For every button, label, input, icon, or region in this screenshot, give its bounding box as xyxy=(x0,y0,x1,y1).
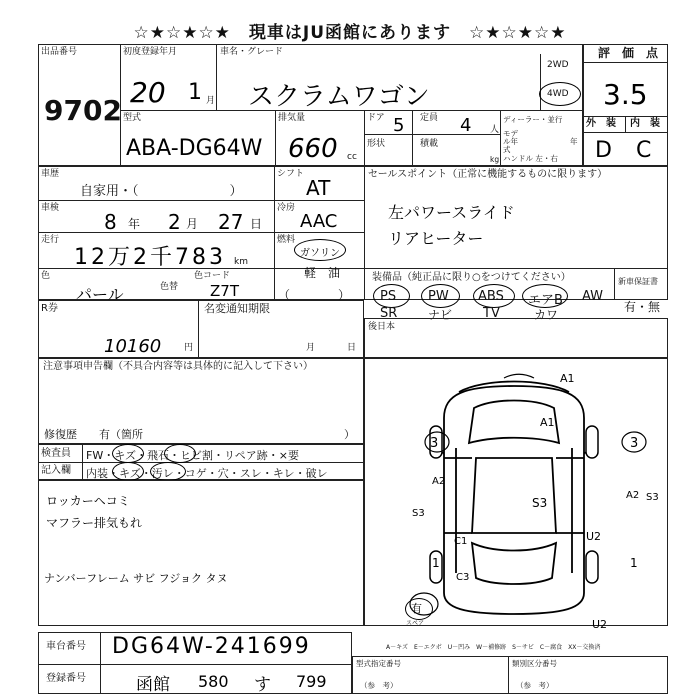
shape-label: 形状 xyxy=(367,139,386,149)
ins-day-value: 27 xyxy=(218,210,244,234)
inspection-label: 車検 xyxy=(41,203,60,213)
rear-block xyxy=(364,318,668,358)
equip-aw: AW xyxy=(582,289,604,304)
equip-airbag: エアB xyxy=(528,293,563,308)
displacement-label: 排気量 xyxy=(278,113,306,123)
plate-kana: す xyxy=(254,675,271,695)
spec-no-label: 型式指定番号 xyxy=(356,659,401,668)
recycle-block xyxy=(38,300,364,358)
color-label: 色 xyxy=(41,271,51,281)
history-label: 車歴 xyxy=(41,169,60,179)
mark-a2-right: A2 xyxy=(626,490,640,501)
mark-a1-top: A1 xyxy=(560,372,575,385)
car-diagram xyxy=(364,358,668,626)
first-reg-label: 初度登録年月 xyxy=(123,47,178,57)
notice-month: 月 xyxy=(306,343,316,353)
yen-label: 円 xyxy=(184,343,194,353)
notice-period-label: 名変通知期限 xyxy=(204,302,270,315)
capacity-label: 定員 xyxy=(420,113,439,123)
sales-point-2: リアヒーター xyxy=(388,229,484,248)
mark-c1: C1 xyxy=(454,536,468,547)
capacity-value: 4 xyxy=(460,115,472,136)
plate-class: 580 xyxy=(198,672,229,691)
model-code: ABA-DG64W xyxy=(126,136,263,161)
steering-label: ハンドル 左・右 xyxy=(503,154,558,163)
equip-tv: TV xyxy=(483,306,500,321)
ins-year-value: 8 xyxy=(104,210,117,234)
equip-ps: PS xyxy=(380,289,397,304)
mark-u2-right: U2 xyxy=(586,530,602,543)
chassis-label: 車台番号 xyxy=(46,641,86,652)
inspector-note-2: マフラー排気もれ xyxy=(46,516,143,530)
repair-label: 修復歴 有（箇所 xyxy=(44,428,143,441)
exterior-label: 外 装 xyxy=(586,118,616,129)
equip-sr: SR xyxy=(380,306,398,321)
cat-no-label: 類別区分番号 xyxy=(512,659,557,668)
mark-s3-right: S3 xyxy=(646,492,659,503)
fuel-circle xyxy=(294,239,346,261)
inspector-col-label: 検査員 xyxy=(41,448,71,459)
ext-check-row: FW・キズ・飛石・ヒビ割・リペア跡・×要 xyxy=(86,449,299,462)
first-reg-year: 20 xyxy=(130,76,166,109)
equip-ps-circle xyxy=(373,284,410,308)
ac-value: AAC xyxy=(300,211,338,232)
score-value: 3.5 xyxy=(603,78,648,111)
equip-abs: ABS xyxy=(478,289,504,304)
recycle-fee: 10160 xyxy=(104,336,162,357)
notice-day: 日 xyxy=(347,343,357,353)
load-label: 積載 xyxy=(420,139,439,149)
fourwd-circle xyxy=(539,82,581,106)
sales-point-1: 左パワースライド xyxy=(388,203,515,222)
mark-c3: C3 xyxy=(456,572,470,583)
lot-no-label: 出品番号 xyxy=(41,47,78,57)
rating-label: 評 価 点 xyxy=(598,46,659,60)
car-name-label: 車名・グレード xyxy=(220,47,284,57)
dealer-label: ディーラー・並行 xyxy=(503,115,563,124)
mark-s3-center: S3 xyxy=(532,496,548,510)
car-name-value: スクラムワゴン xyxy=(248,82,430,112)
kg-label: kg xyxy=(490,155,500,164)
rear-seat-label: 後日本 xyxy=(368,322,396,332)
inspector-note-3: ナンバーフレーム サビ フジョク タヌ xyxy=(44,572,228,585)
lot-number: 9702 xyxy=(44,94,122,127)
plate-region: 函館 xyxy=(136,675,170,695)
km-label: km xyxy=(234,257,248,267)
interior-grade: C xyxy=(636,138,652,163)
interior-label: 内 装 xyxy=(630,118,660,129)
recycle-label: R券 xyxy=(41,303,58,314)
equip-airbag-circle xyxy=(522,284,568,308)
plate-label: 登録番号 xyxy=(46,673,86,684)
fourwd-label: 4WD xyxy=(547,89,569,99)
year-unit-label: 年 xyxy=(570,137,578,146)
displacement-value: 660 xyxy=(288,134,338,164)
doors-label: ドア xyxy=(367,113,385,123)
int-check-row: 内装・キズ・汚レ・コゲ・穴・スレ・キレ・破レ xyxy=(86,467,328,480)
ins-year-unit: 年 xyxy=(128,217,141,231)
ins-day-unit: 日 xyxy=(250,217,263,231)
equip-pw-circle xyxy=(421,284,460,308)
history-options: 自家用・（ ） xyxy=(80,184,243,199)
yogore-circle xyxy=(150,462,186,481)
mileage-value: 12万2千783 xyxy=(74,245,226,270)
kizu-int-circle xyxy=(112,462,144,481)
tobi-circle xyxy=(164,444,196,463)
mark-a2-left: A2 xyxy=(432,476,446,487)
equip-leather: カワ xyxy=(534,308,559,322)
color-value: パール xyxy=(76,285,124,304)
mark-3-right: 3 xyxy=(630,436,639,451)
ins-month-unit: 月 xyxy=(186,217,199,231)
mark-1-left: 1 xyxy=(432,556,440,570)
color-change-label: 色替 xyxy=(160,282,179,292)
equip-pw: PW xyxy=(428,289,449,304)
model-label: 型式 xyxy=(123,113,142,123)
spare-label: スペア xyxy=(406,620,425,627)
fuel-label: 燃料 xyxy=(277,235,296,245)
model-year-label: モデル年式 xyxy=(503,129,518,154)
kizu-circle xyxy=(112,444,144,463)
mileage-label: 走行 xyxy=(41,235,60,245)
mark-u2-bottom: U2 xyxy=(592,618,608,631)
exterior-grade: D xyxy=(595,138,612,163)
cc-label: cc xyxy=(347,152,357,162)
inspector-note-1: ロッカーヘコミ xyxy=(46,494,130,508)
first-reg-month-unit: 月 xyxy=(206,96,216,106)
spec-ref-label: （参 考） xyxy=(360,681,398,690)
notes-label: 注意事項申告欄（不具合内容等は具体的に記入して下さい） xyxy=(43,361,313,372)
color-code-value: Z7T xyxy=(210,282,239,300)
plate-number: 799 xyxy=(296,672,327,691)
warranty-options: 有・無 xyxy=(624,300,661,314)
fuel-circled: ガソリン xyxy=(300,248,340,259)
first-reg-month: 1 xyxy=(188,80,202,105)
persons-label: 人 xyxy=(490,125,500,135)
cat-ref-label: （参 考） xyxy=(516,681,554,690)
color-code-label: 色コード xyxy=(194,271,231,281)
fuel-other: 軽 油 xyxy=(304,266,341,280)
ac-label: 冷房 xyxy=(277,203,296,213)
damage-legend: A－キズ E－エクボ U－凹み W－補修跡 S－サビ C－腐食 XX－交換済 xyxy=(386,644,601,651)
chassis-number: DG64W-241699 xyxy=(112,634,311,659)
ins-month-value: 2 xyxy=(168,210,181,234)
banner: ☆★☆★☆★ 現車はJU函館にあります ☆★☆★☆★ xyxy=(133,23,567,43)
equip-navi: ナビ xyxy=(428,308,453,322)
twowd-label: 2WD xyxy=(547,60,569,70)
mark-a1-hood: A1 xyxy=(540,416,555,429)
mark-1-right: 1 xyxy=(630,556,638,570)
shift-value: AT xyxy=(306,176,331,200)
mark-s3-left: S3 xyxy=(412,508,425,519)
selling-points-label: セールスポイント（正常に機能するものに限ります） xyxy=(368,169,608,180)
mark-3-left: 3 xyxy=(430,436,439,451)
shift-label: シフト xyxy=(277,169,305,179)
doors-value: 5 xyxy=(393,115,405,136)
equipment-label: 装備品（純正品に限り○をつけてください） xyxy=(372,272,571,283)
entry-col-label: 記入欄 xyxy=(41,465,71,476)
equip-abs-circle xyxy=(473,284,515,308)
warranty-label: 新車保証書 xyxy=(618,277,658,286)
spare-mark: 有 xyxy=(411,602,422,615)
